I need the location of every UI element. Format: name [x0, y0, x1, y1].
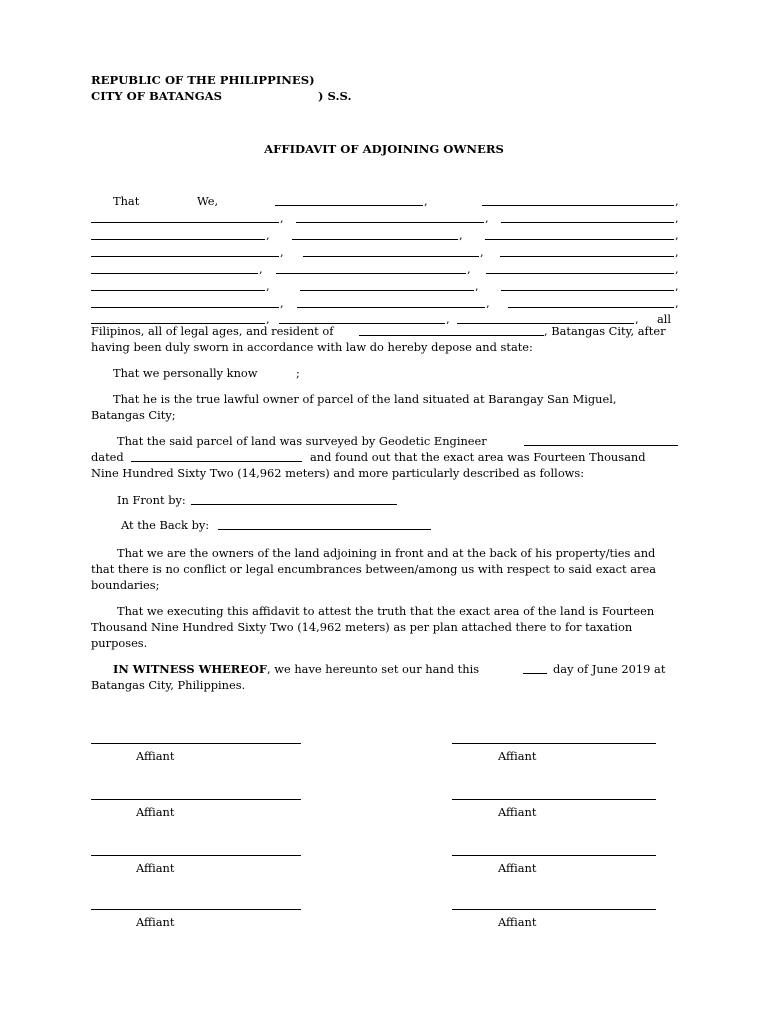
names-row-2 — [91, 210, 678, 226]
survey-line-2 — [91, 449, 678, 465]
attest-paragraph — [91, 603, 678, 651]
owner-paragraph — [91, 391, 678, 423]
owner-text-1: That he is the true lawful owner of parcel of the land situated at Barangay San Miguel, — [113, 392, 617, 406]
engineer-blank[interactable] — [524, 433, 678, 446]
affiant-signature-6[interactable] — [452, 855, 656, 875]
survey-text-2: and found out that the exact area was Fourteen Thousand — [310, 450, 646, 464]
name-blank[interactable] — [296, 222, 484, 223]
names-row-6 — [91, 278, 678, 294]
signature-line[interactable] — [452, 743, 656, 744]
signature-line[interactable] — [452, 855, 656, 856]
names-row-1 — [91, 193, 678, 209]
comma: , — [446, 312, 450, 326]
attest-text-3: purposes. — [91, 636, 148, 650]
name-blank[interactable] — [91, 290, 265, 291]
name-blank[interactable] — [292, 239, 458, 240]
day-blank[interactable] — [523, 661, 547, 674]
comma: , — [280, 245, 284, 259]
name-blank[interactable] — [485, 239, 674, 240]
affiant-signature-5[interactable] — [91, 855, 301, 875]
affiant-label: Affiant — [498, 749, 537, 763]
adjoining-text-2: that there is no conflict or legal encumbrances between/among us with respect to said exact area — [91, 562, 657, 576]
signature-line[interactable] — [91, 799, 301, 800]
names-row-3 — [91, 227, 678, 243]
adjoining-text-3: boundaries; — [91, 578, 160, 592]
header-city-name: CITY OF BATANGAS — [91, 89, 222, 103]
affiant-label: Affiant — [136, 805, 175, 819]
comma: , — [675, 279, 679, 293]
comma: , — [467, 262, 471, 276]
personally-know-paragraph — [91, 365, 678, 381]
affiant-label: Affiant — [498, 861, 537, 875]
affiant-label: Affiant — [136, 861, 175, 875]
front-by-blank[interactable] — [191, 492, 397, 505]
name-blank[interactable] — [486, 273, 674, 274]
name-blank[interactable] — [91, 222, 279, 223]
affiant-signature-7[interactable] — [91, 909, 301, 929]
adjoining-text-1: That we are the owners of the land adjoining in front and at the back of his property/ties and — [117, 546, 656, 560]
witness-text-a: , we have hereunto set our hand this — [266, 662, 480, 676]
back-by-row — [91, 517, 678, 533]
we-label: We, — [197, 194, 219, 208]
survey-text-3: Nine Hundred Sixty Two (14,962 meters) and more particularly described as follows: — [91, 466, 585, 480]
affiant-label: Affiant — [136, 915, 175, 929]
header-republic: REPUBLIC OF THE PHILIPPINES) — [91, 73, 315, 87]
signature-line[interactable] — [91, 909, 301, 910]
affiant-signature-3[interactable] — [91, 799, 301, 819]
semicolon: ; — [296, 366, 300, 380]
comma: , — [475, 279, 479, 293]
comma: , — [266, 279, 270, 293]
comma: , — [266, 312, 270, 326]
witness-bold: IN WITNESS WHEREOF — [113, 662, 267, 676]
personally-know-text: That we personally know — [113, 366, 258, 380]
name-blank[interactable] — [482, 205, 674, 206]
affiant-label: Affiant — [136, 749, 175, 763]
affiant-signature-2[interactable] — [452, 743, 656, 763]
residence-line — [91, 323, 678, 339]
sworn-text: having been duly sworn in accordance with law do hereby depose and state: — [91, 340, 533, 354]
affiant-signature-8[interactable] — [452, 909, 656, 929]
attest-text-2: Thousand Nine Hundred Sixty Two (14,962 meters) as per plan attached there to for taxation — [91, 620, 633, 634]
all-label: all — [657, 312, 672, 326]
comma: , — [424, 194, 428, 208]
back-by-label: At the Back by: — [121, 518, 210, 532]
comma: , — [480, 245, 484, 259]
comma: , — [280, 211, 284, 225]
front-by-label: In Front by: — [117, 493, 186, 507]
back-by-line — [91, 517, 678, 533]
comma: , — [485, 211, 489, 225]
personally-know-line — [91, 365, 678, 381]
witness-text — [113, 661, 479, 677]
survey-line-1 — [91, 433, 678, 449]
name-blank[interactable] — [300, 290, 474, 291]
owner-text-2: Batangas City; — [91, 408, 176, 422]
name-blank[interactable] — [508, 307, 674, 308]
comma: , — [675, 245, 679, 259]
residence-text: Filipinos, all of legal ages, and resident of — [91, 324, 334, 338]
adjoining-paragraph — [91, 545, 678, 593]
signature-line[interactable] — [452, 799, 656, 800]
name-blank[interactable] — [303, 256, 479, 257]
witness-line-1 — [91, 661, 678, 677]
name-blank[interactable] — [91, 273, 258, 274]
signature-line[interactable] — [452, 909, 656, 910]
witness-text-b: day of June 2019 at — [553, 662, 666, 676]
header-city — [91, 88, 352, 104]
date-blank[interactable] — [131, 449, 302, 462]
affiant-signature-4[interactable] — [452, 799, 656, 819]
residence-text-end: , Batangas City, after — [544, 324, 666, 338]
name-blank[interactable] — [275, 205, 423, 206]
residence-paragraph — [91, 323, 678, 355]
comma: , — [675, 262, 679, 276]
survey-text-1: That the said parcel of land was surveyed by Geodetic Engineer — [117, 434, 487, 448]
name-blank[interactable] — [276, 273, 466, 274]
survey-paragraph — [91, 433, 678, 481]
comma: , — [280, 296, 284, 310]
affiant-label: Affiant — [498, 805, 537, 819]
comma: , — [259, 262, 263, 276]
comma: , — [635, 312, 639, 326]
comma: , — [675, 296, 679, 310]
dated-label: dated — [91, 450, 124, 464]
names-row-5 — [91, 261, 678, 277]
residence-blank[interactable] — [359, 323, 544, 336]
signature-line[interactable] — [91, 855, 301, 856]
name-blank[interactable] — [500, 256, 674, 257]
name-blank[interactable] — [501, 222, 674, 223]
attest-text-1: That we executing this affidavit to attest the truth that the exact area of the land is Fourteen — [117, 604, 655, 618]
witness-paragraph — [91, 661, 678, 693]
signature-line[interactable] — [91, 743, 301, 744]
name-blank[interactable] — [91, 239, 265, 240]
names-row-4 — [91, 244, 678, 260]
name-blank[interactable] — [297, 307, 485, 308]
front-by-row — [91, 492, 678, 508]
witness-text-2: Batangas City, Philippines. — [91, 678, 246, 692]
header-ss: ) S.S. — [318, 89, 352, 103]
name-blank[interactable] — [91, 256, 279, 257]
that-label: That — [113, 194, 140, 208]
document-title: AFFIDAVIT OF ADJOINING OWNERS — [264, 142, 504, 156]
name-blank[interactable] — [91, 307, 279, 308]
names-row-7 — [91, 295, 678, 311]
comma: , — [459, 228, 463, 242]
back-by-blank[interactable] — [218, 517, 431, 530]
affiant-label: Affiant — [498, 915, 537, 929]
comma: , — [266, 228, 270, 242]
comma: , — [486, 296, 490, 310]
comma: , — [675, 211, 679, 225]
comma: , — [675, 228, 679, 242]
affiant-signature-1[interactable] — [91, 743, 301, 763]
name-blank[interactable] — [501, 290, 674, 291]
comma: , — [675, 194, 679, 208]
front-by-line — [91, 492, 678, 508]
